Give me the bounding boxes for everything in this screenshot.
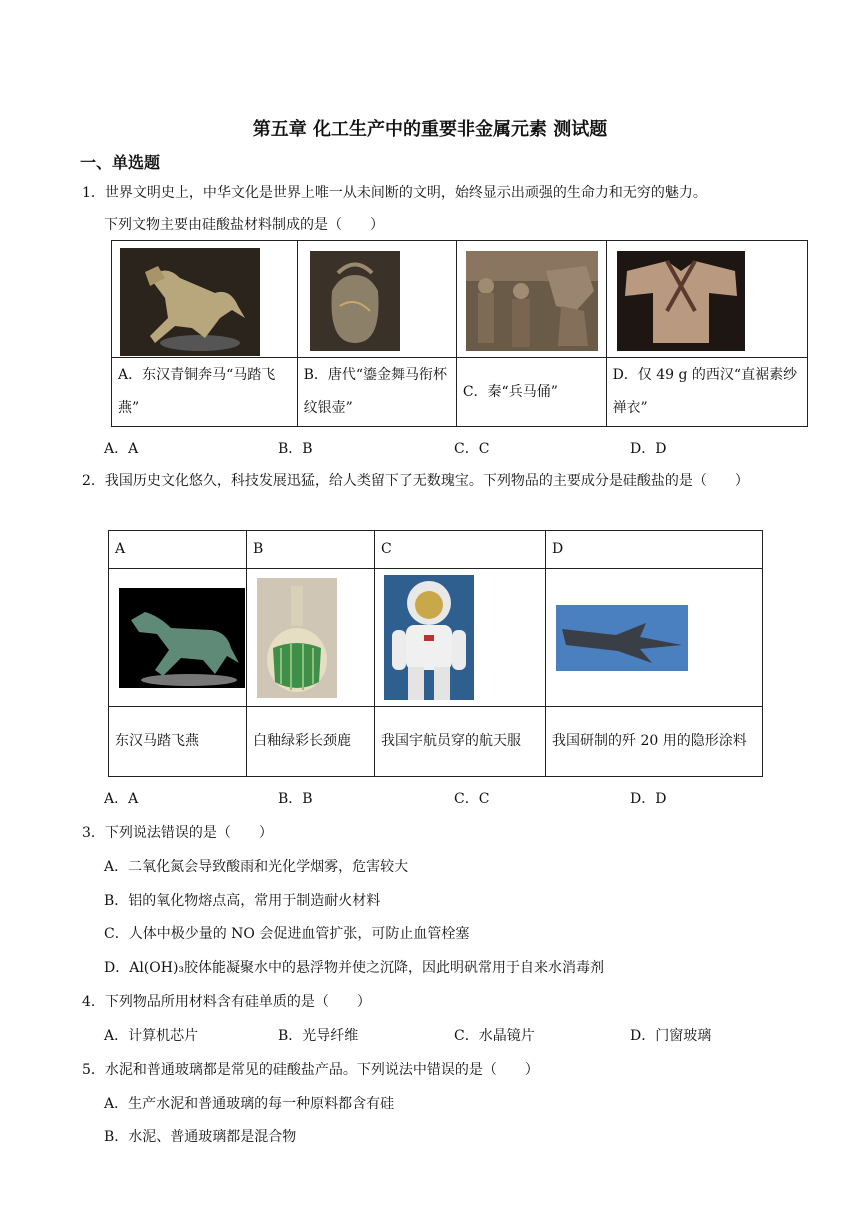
- q1-caption-b: B．唐代“鎏金舞马衔杯纹银壶”: [297, 358, 456, 427]
- j20-aircraft-image: [556, 605, 688, 671]
- q1-image-cell-a: [112, 241, 298, 358]
- q2-table: [108, 530, 763, 777]
- q3-option-a[interactable]: A．二氧化氮会导致酸雨和光化学烟雾，危害较大: [104, 859, 409, 875]
- q1-stem-line1: 1．世界文明史上，中华文化是世界上唯一从未间断的文明，始终显示出顽强的生命力和无穷的魅力。: [82, 185, 707, 201]
- q2-header-d: D: [546, 531, 763, 569]
- q2-caption-d: 我国研制的歼 20 用的隐形涂料: [546, 707, 763, 777]
- flying-horse-image: [119, 588, 245, 688]
- q2-option-d[interactable]: D．D: [630, 791, 667, 807]
- q4-option-d[interactable]: D．门窗玻璃: [630, 1028, 712, 1044]
- q1-option-c[interactable]: C．C: [454, 441, 490, 457]
- silk-robe-image: [617, 251, 745, 351]
- q1-image-cell-d: [606, 241, 807, 358]
- q1-option-a[interactable]: A．A: [104, 441, 139, 457]
- q1-caption-d: D．仅 49 g 的西汉“直裾素纱禅衣”: [606, 358, 807, 427]
- q5-option-b[interactable]: B．水泥、普通玻璃都是混合物: [104, 1129, 297, 1145]
- spacesuit-image: [384, 575, 474, 700]
- q2-option-b[interactable]: B．B: [278, 791, 313, 807]
- q2-image-cell-c: [375, 569, 546, 707]
- q5-option-a[interactable]: A．生产水泥和普通玻璃的每一种原料都含有硅: [104, 1096, 395, 1112]
- q2-options: [104, 788, 666, 808]
- q4-option-a[interactable]: A．计算机芯片: [104, 1028, 199, 1044]
- q1-image-cell-c: [456, 241, 606, 358]
- q2-header-c: C: [375, 531, 546, 569]
- q2-header-b: B: [247, 531, 375, 569]
- q2-caption-a: 东汉马踏飞燕: [109, 707, 247, 777]
- q3-option-b[interactable]: B．铝的氧化物熔点高，常用于制造耐火材料: [104, 893, 381, 909]
- q1-image-cell-b: [297, 241, 456, 358]
- q2-caption-c: 我国宇航员穿的航天服: [375, 707, 546, 777]
- silver-pot-image: [310, 251, 400, 351]
- q4-option-b[interactable]: B．光导纤维: [278, 1028, 359, 1044]
- q2-stem: 2．我国历史文化悠久，科技发展迅猛，给人类留下了无数瑰宝。下列物品的主要成分是硅酸盐的是（ ）: [82, 473, 749, 489]
- q4-option-c[interactable]: C．水晶镜片: [454, 1028, 535, 1044]
- q2-image-cell-b: [247, 569, 375, 707]
- q3-option-c[interactable]: C．人体中极少量的 NO 会促进血管扩张，可防止血管栓塞: [104, 926, 470, 942]
- q2-option-a[interactable]: A．A: [104, 791, 139, 807]
- q2-image-cell-d: [546, 569, 763, 707]
- page-title: 第五章 化工生产中的重要非金属元素 测试题: [252, 119, 608, 140]
- q1-table: [111, 240, 808, 427]
- terracotta-warriors-image: [466, 251, 598, 351]
- q2-caption-b: 白釉绿彩长颈鹿: [247, 707, 375, 777]
- q2-header-a: A: [109, 531, 247, 569]
- q3-option-d[interactable]: D．Al(OH)₃胶体能凝聚水中的悬浮物并使之沉降，因此明矾常用于自来水消毒剂: [104, 960, 605, 976]
- q1-options: [104, 438, 666, 458]
- q1-stem-line2: 下列文物主要由硅酸盐材料制成的是（ ）: [104, 217, 384, 233]
- q2-image-cell-a: [109, 569, 247, 707]
- q2-option-c[interactable]: C．C: [454, 791, 490, 807]
- bronze-horse-image: [120, 248, 260, 356]
- q1-option-b[interactable]: B．B: [278, 441, 313, 457]
- q1-caption-a: A．东汉青铜奔马“马踏飞燕”: [112, 358, 298, 427]
- q5-stem: 5．水泥和普通玻璃都是常见的硅酸盐产品。下列说法中错误的是（ ）: [82, 1062, 539, 1078]
- q1-caption-c: C．秦“兵马俑”: [456, 358, 606, 427]
- glazed-vase-image: [257, 578, 337, 698]
- q3-stem: 3．下列说法错误的是（ ）: [82, 825, 273, 841]
- section-heading: 一、单选题: [80, 153, 161, 172]
- q4-options: [104, 1025, 711, 1045]
- q1-option-d[interactable]: D．D: [630, 441, 667, 457]
- q4-stem: 4．下列物品所用材料含有硅单质的是（ ）: [82, 994, 371, 1010]
